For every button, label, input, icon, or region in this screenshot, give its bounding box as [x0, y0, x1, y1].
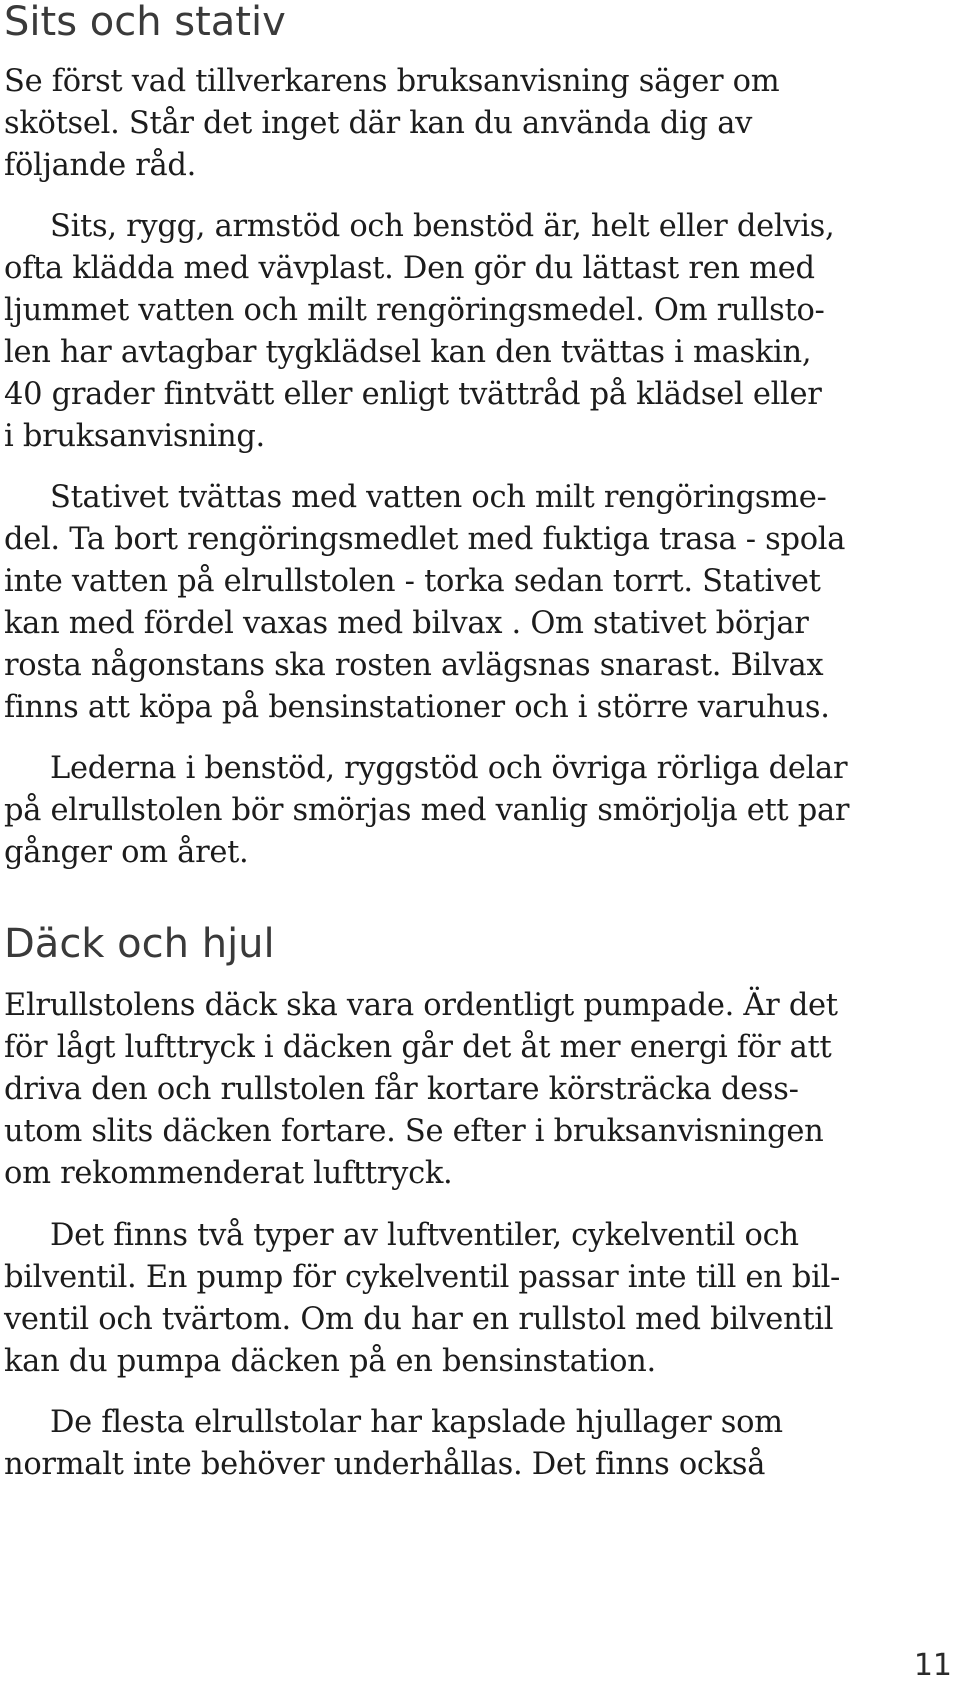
text-line: Sits, rygg, armstöd och benstöd är, helt eller delvis, — [50, 209, 835, 244]
text-line: om rekommenderat lufttryck. — [4, 1156, 453, 1191]
text-line: ofta klädda med vävplast. Den gör du lättast ren med — [4, 251, 815, 286]
text-line: i bruksanvisning. — [4, 419, 265, 454]
text-line: driva den och rullstolen får kortare körsträcka dess- — [4, 1072, 799, 1107]
text-line: ventil och tvärtom. Om du har en rullstol med bilventil — [4, 1302, 834, 1337]
section-heading-dack-och-hjul: Däck och hjul — [4, 921, 275, 967]
text-line: normalt inte behöver underhållas. Det finns också — [4, 1447, 766, 1482]
text-line: Se först vad tillverkarens bruksanvisning säger om — [4, 64, 780, 99]
text-line: inte vatten på elrullstolen - torka sedan torrt. Stativet — [4, 564, 821, 599]
text-line: rosta någonstans ska rosten avlägsnas snarast. Bilvax — [4, 648, 824, 683]
section-heading-sits-och-stativ: Sits och stativ — [4, 0, 286, 45]
text-line: följande råd. — [4, 148, 197, 183]
text-line: på elrullstolen bör smörjas med vanlig smörjolja ett par — [4, 793, 850, 828]
text-line: 40 grader fintvätt eller enligt tvättråd på klädsel eller — [4, 377, 822, 412]
page-number: 11 — [913, 1648, 952, 1683]
text-line: utom slits däcken fortare. Se efter i bruksanvisningen — [4, 1114, 824, 1149]
text-line: Lederna i benstöd, ryggstöd och övriga rörliga delar — [50, 751, 848, 786]
text-line: del. Ta bort rengöringsmedlet med fuktiga trasa - spola — [4, 522, 846, 557]
text-line: gånger om året. — [4, 835, 249, 870]
text-line: för lågt lufttryck i däcken går det åt mer energi för att — [4, 1030, 832, 1065]
text-line: ljummet vatten och milt rengöringsmedel. Om rullsto- — [4, 293, 825, 328]
text-line: kan med fördel vaxas med bilvax . Om stativet börjar — [4, 606, 809, 641]
text-line: De flesta elrullstolar har kapslade hjullager som — [50, 1405, 783, 1440]
text-line: kan du pumpa däcken på en bensinstation. — [4, 1344, 656, 1379]
text-line: Stativet tvättas med vatten och milt rengöringsme- — [50, 480, 827, 515]
text-line: Det finns två typer av luftventiler, cykelventil och — [50, 1218, 799, 1253]
text-line: skötsel. Står det inget där kan du använda dig av — [4, 106, 753, 141]
text-line: bilventil. En pump för cykelventil passar inte till en bil- — [4, 1260, 841, 1295]
text-line: len har avtagbar tygklädsel kan den tvättas i maskin, — [4, 335, 812, 370]
text-line: Elrullstolens däck ska vara ordentligt pumpade. Är det — [4, 988, 838, 1023]
text-line: finns att köpa på bensinstationer och i större varuhus. — [4, 690, 830, 725]
